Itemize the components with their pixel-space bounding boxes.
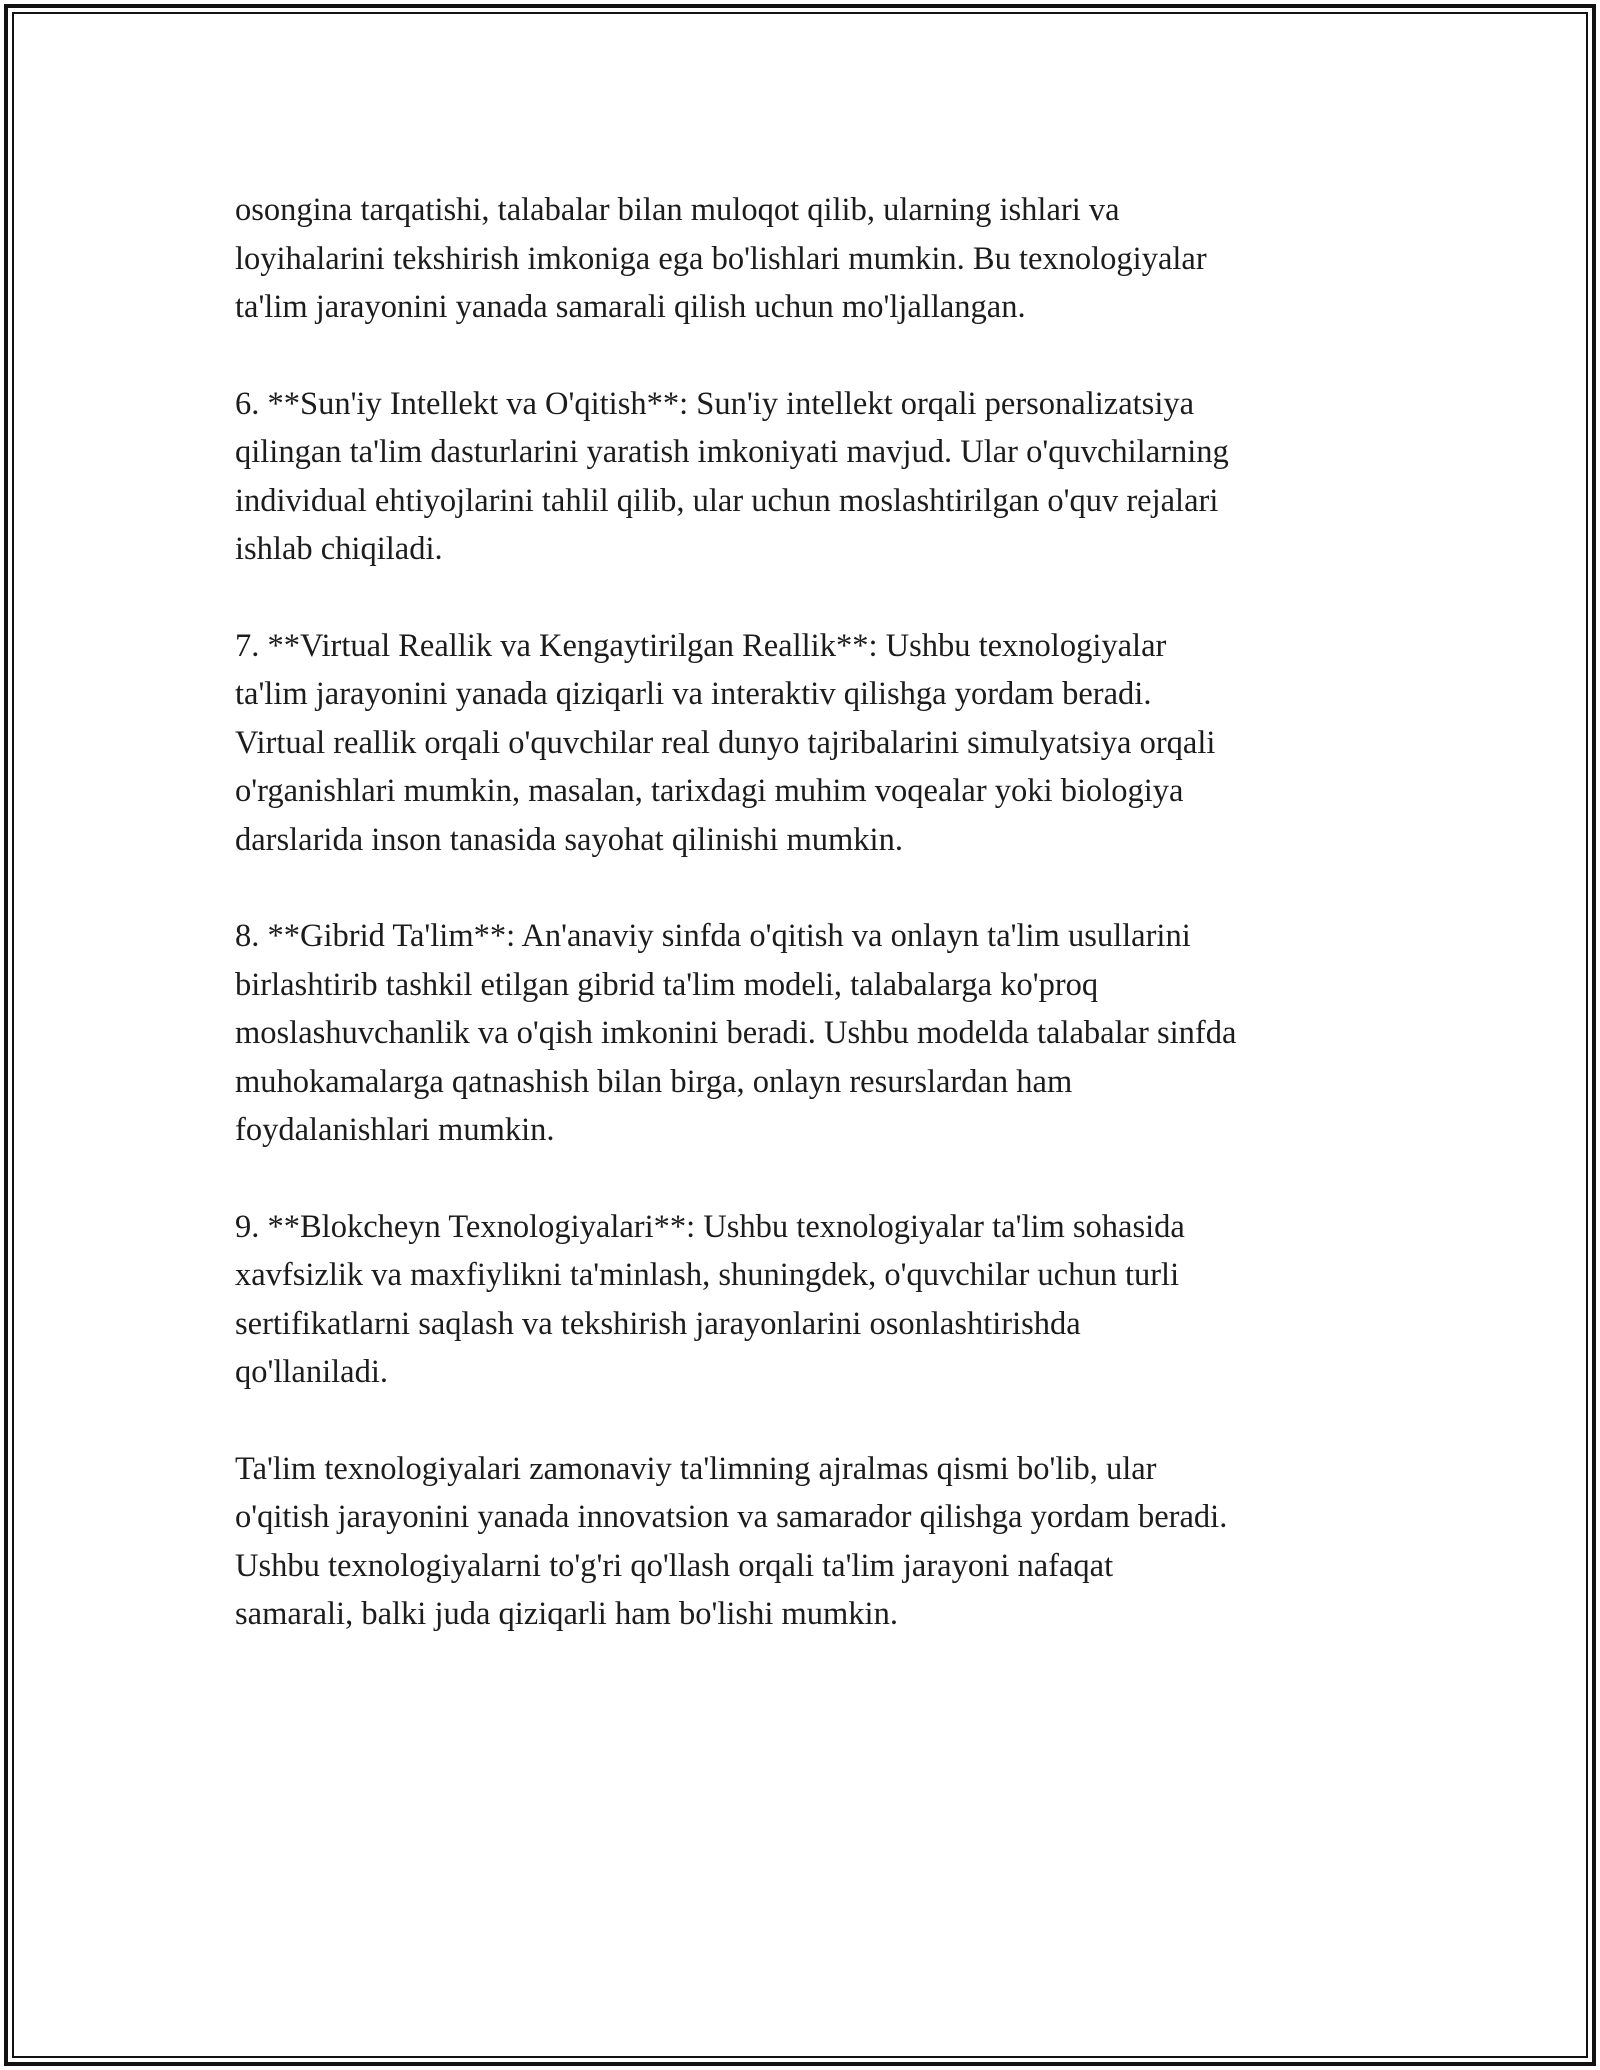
text-line: qo'llaniladi.: [235, 1354, 388, 1390]
text-line: o'rganishlari mumkin, masalan, tarixdagi muhim voqealar yoki biologiya: [235, 773, 1184, 809]
text-line: qilingan ta'lim dasturlarini yaratish imkoniyati mavjud. Ular o'quvchilarning: [235, 434, 1229, 470]
text-line: osongina tarqatishi, talabalar bilan muloqot qilib, ularning ishlari va: [235, 192, 1120, 228]
text-line: loyihalarini tekshirish imkoniga ega bo'lishlari mumkin. Bu texnologiyalar: [235, 240, 1207, 277]
text-line: o'qitish jarayonini yanada innovatsion va samarador qilishga yordam beradi.: [235, 1499, 1228, 1535]
text-line: xavfsizlik va maxfiylikni ta'minlash, shuningdek, o'quvchilar uchun turli: [235, 1257, 1180, 1293]
text-line: samarali, balki juda qiziqarli ham bo'lishi mumkin.: [235, 1596, 898, 1632]
paragraph-intro-continuation: [235, 186, 1385, 332]
paragraph-item-9: [235, 1203, 1385, 1397]
text-line: birlashtirib tashkil etilgan gibrid ta'lim modeli, talabalarga ko'proq: [235, 966, 1099, 1003]
text-line: moslashuvchanlik va o'qish imkonini beradi. Ushbu modelda talabalar sinfda: [235, 1015, 1237, 1051]
text-line: Virtual reallik orqali o'quvchilar real dunyo tajribalarini simulyatsiya orqali: [235, 724, 1216, 761]
paragraph-item-7: [235, 622, 1385, 865]
document-body: [235, 186, 1385, 1687]
text-line: ta'lim jarayonini yanada qiziqarli va interaktiv qilishga yordam beradi.: [235, 676, 1152, 712]
text-line: foydalanishlari mumkin.: [235, 1112, 555, 1148]
text-line: 9. **Blokcheyn Texnologiyalari**: Ushbu texnologiyalar ta'lim sohasida: [235, 1208, 1185, 1245]
paragraph-item-6: [235, 380, 1385, 574]
text-line: 8. **Gibrid Ta'lim**: An'anaviy sinfda o'qitish va onlayn ta'lim usullarini: [235, 918, 1191, 954]
text-line: Ushbu texnologiyalarni to'g'ri qo'llash orqali ta'lim jarayoni nafaqat: [235, 1547, 1114, 1584]
text-line: darslarida inson tanasida sayohat qilinishi mumkin.: [235, 821, 903, 858]
text-line: sertifikatlarni saqlash va tekshirish jarayonlarini osonlashtirishda: [235, 1305, 1081, 1342]
text-line: ta'lim jarayonini yanada samarali qilish uchun mo'ljallangan.: [235, 289, 1026, 325]
paragraph-item-8: [235, 912, 1385, 1155]
text-line: individual ehtiyojlarini tahlil qilib, ular uchun moslashtirilgan o'quv rejalari: [235, 482, 1219, 519]
text-line: muhokamalarga qatnashish bilan birga, onlayn resurslardan ham: [235, 1063, 1073, 1100]
text-line: 7. **Virtual Reallik va Kengaytirilgan Reallik**: Ushbu texnologiyalar: [235, 627, 1167, 664]
text-line: ishlab chiqiladi.: [235, 531, 443, 567]
text-line: Ta'lim texnologiyalari zamonaviy ta'limning ajralmas qismi bo'lib, ular: [235, 1450, 1157, 1487]
text-line: 6. **Sun'iy Intellekt va O'qitish**: Sun'iy intellekt orqali personalizatsiya: [235, 385, 1195, 422]
paragraph-conclusion: [235, 1445, 1385, 1639]
